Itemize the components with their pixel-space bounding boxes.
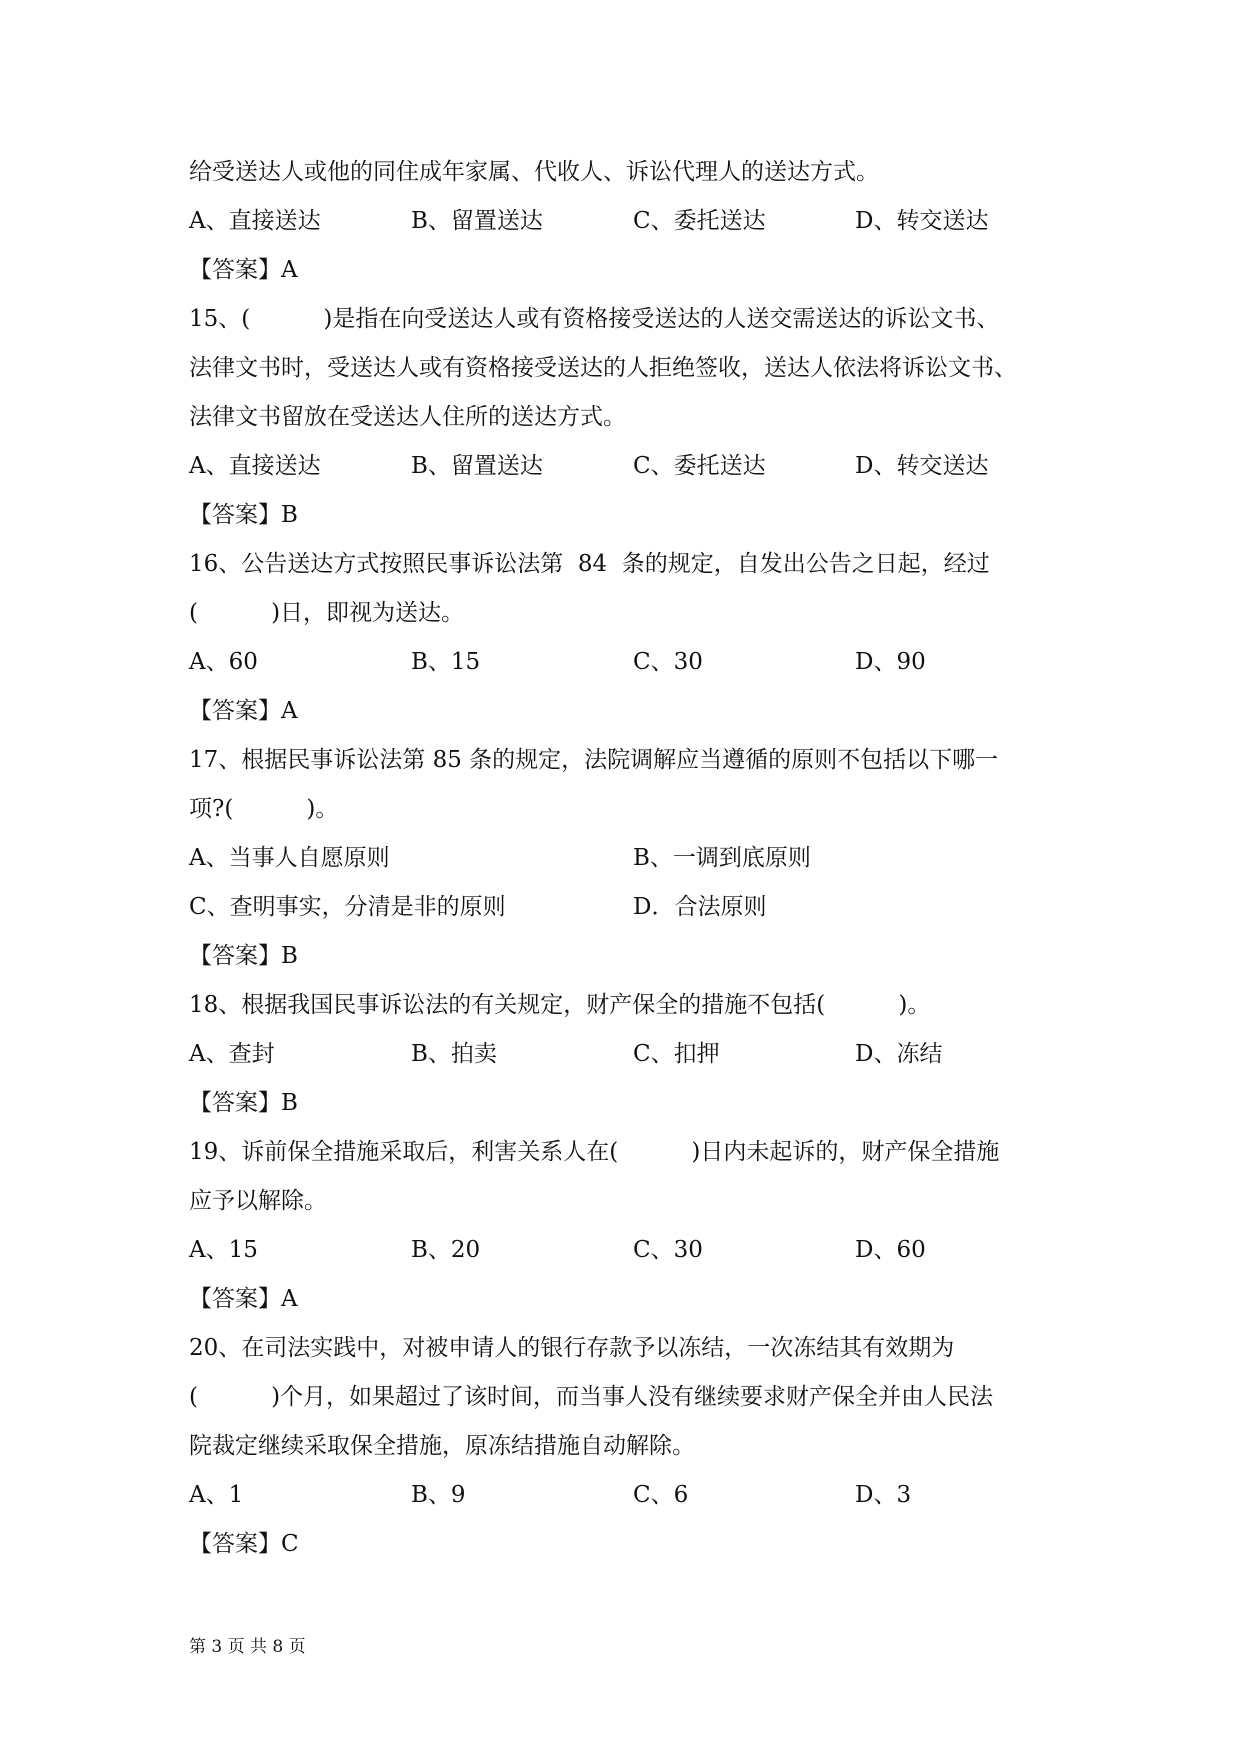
options-row	[189, 1471, 1059, 1520]
question-text-line: 法律文书时，受送达人或有资格接受送达的人拒绝签收，送达人依法将诉讼文书、	[189, 355, 1017, 381]
question-text-line: 项?( )。	[189, 796, 339, 822]
answer-line: 【答案】B	[189, 943, 298, 969]
answer-line: 【答案】B	[189, 1090, 298, 1116]
option-choice: C、查明事实，分清是非的原则	[189, 894, 506, 920]
option-choice: B、20	[411, 1237, 481, 1263]
answer-line: 【答案】A	[189, 698, 298, 724]
option-choice: A、60	[189, 649, 258, 675]
option-choice: A、15	[189, 1237, 258, 1263]
options-row	[189, 1030, 1059, 1079]
document-body	[189, 148, 1059, 1569]
answer-line: 【答案】A	[189, 1286, 298, 1312]
question-text-line: 19、诉前保全措施采取后，利害关系人在( )日内未起诉的，财产保全措施	[189, 1139, 1000, 1165]
question-text-line: ( )个月，如果超过了该时间，而当事人没有继续要求财产保全并由人民法	[189, 1384, 994, 1410]
question-text-line: 应予以解除。	[189, 1188, 327, 1214]
question-text-line: 18、根据我国民事诉讼法的有关规定，财产保全的措施不包括( )。	[189, 992, 931, 1018]
option-choice: B、留置送达	[411, 208, 543, 234]
page-footer: 第 3 页 共 8 页	[189, 1637, 306, 1657]
options-row	[189, 834, 1059, 883]
question-text-line: 20、在司法实践中，对被申请人的银行存款予以冻结，一次冻结其有效期为	[189, 1335, 955, 1361]
options-row	[189, 442, 1059, 491]
options-row	[189, 1226, 1059, 1275]
option-choice: D、冻结	[855, 1041, 943, 1067]
option-choice: D、转交送达	[855, 208, 989, 234]
answer-line: 【答案】C	[189, 1531, 299, 1557]
option-choice: B、拍卖	[411, 1041, 497, 1067]
option-choice: A、直接送达	[189, 453, 321, 479]
question-text-line: 院裁定继续采取保全措施，原冻结措施自动解除。	[189, 1433, 695, 1459]
option-choice: A、当事人自愿原则	[189, 845, 390, 871]
option-choice: D、3	[855, 1482, 912, 1508]
question-text-line: 法律文书留放在受送达人住所的送达方式。	[189, 404, 626, 430]
option-choice: C、30	[633, 649, 703, 675]
option-choice: C、委托送达	[633, 208, 766, 234]
question-text-line: 17、根据民事诉讼法第 85 条的规定，法院调解应当遵循的原则不包括以下哪一	[189, 747, 999, 773]
option-choice: A、查封	[189, 1041, 275, 1067]
option-choice: D、转交送达	[855, 453, 989, 479]
option-choice: A、直接送达	[189, 208, 321, 234]
option-choice: C、30	[633, 1237, 703, 1263]
options-row	[189, 883, 1059, 932]
answer-line: 【答案】B	[189, 502, 298, 528]
answer-line: 【答案】A	[189, 257, 298, 283]
option-choice: C、6	[633, 1482, 689, 1508]
option-choice: A、1	[189, 1482, 244, 1508]
option-choice: B、15	[411, 649, 481, 675]
options-row	[189, 638, 1059, 687]
option-choice: B、9	[411, 1482, 466, 1508]
question-text-line: 给受送达人或他的同住成年家属、代收人、诉讼代理人的送达方式。	[189, 159, 879, 185]
option-choice: D．合法原则	[633, 894, 767, 920]
question-text-line: ( )日，即视为送达。	[189, 600, 465, 626]
question-text-line: 16、公告送达方式按照民事诉讼法第 84 条的规定，自发出公告之日起，经过	[189, 551, 990, 577]
option-choice: D、90	[855, 649, 926, 675]
option-choice: B、留置送达	[411, 453, 543, 479]
question-text-line: 15、( )是指在向受送达人或有资格接受送达的人送交需送达的诉讼文书、	[189, 306, 1000, 332]
option-choice: D、60	[855, 1237, 926, 1263]
option-choice: B、一调到底原则	[633, 845, 811, 871]
option-choice: C、委托送达	[633, 453, 766, 479]
options-row	[189, 197, 1059, 246]
option-choice: C、扣押	[633, 1041, 720, 1067]
